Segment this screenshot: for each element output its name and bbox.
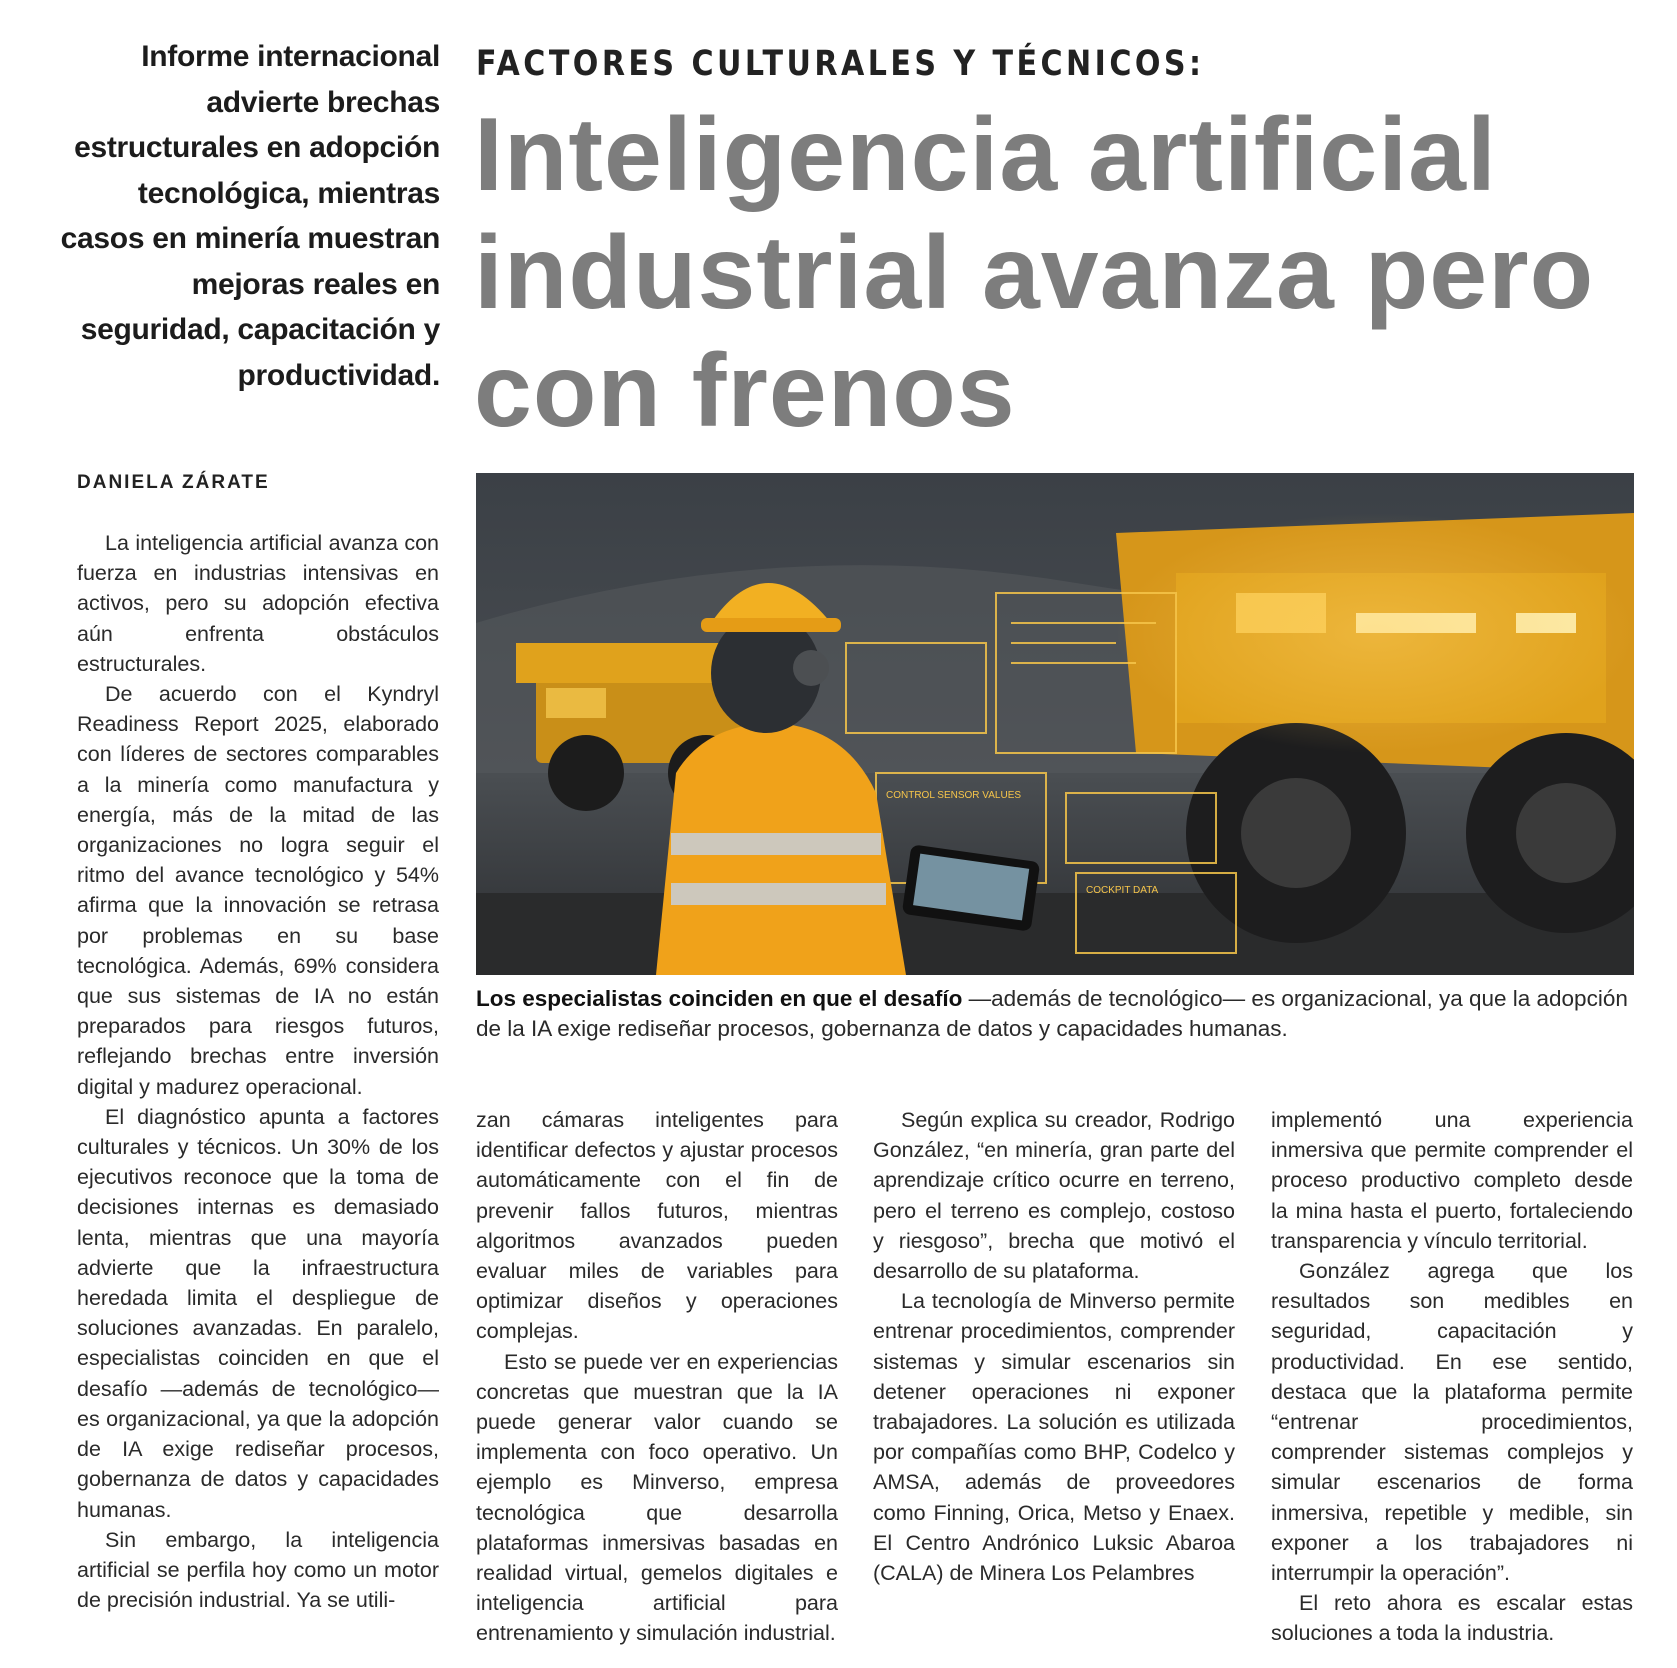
- paragraph: Sin embargo, la inteligencia artificial se perfila hoy como un motor de precisión industrial. Ya se utili-: [77, 1527, 439, 1613]
- section-kicker: FACTORES CULTURALES Y TÉCNICOS:: [476, 44, 1205, 84]
- caption-bold: Los especialistas coinciden en que el desafío: [476, 986, 963, 1011]
- paragraph: zan cámaras inteligentes para identificar defectos y ajustar procesos automáticamente con el fin de prevenir fallos futuros, mientras algoritmos avanzados pueden evaluar miles de variables para optimizar diseños y operaciones complejas.: [476, 1108, 838, 1344]
- hud-label-1: CONTROL SENSOR VALUES: [886, 790, 1022, 801]
- article-column-3: [873, 1105, 1235, 1588]
- paragraph: González agrega que los resultados son medibles en seguridad, capacitación y productividad. En ese sentido, destaca que la plataforma permite “entrenar procedimientos, comprender sistemas complejos y simular escenarios de forma inmersiva, repetible y medible, sin exponer a los trabajadores ni interrumpir la operación”.: [1271, 1259, 1633, 1586]
- lead-summary: Informe internacional advierte brechas estructurales en adopción tecnológica, mientras casos en minería muestran mejoras reales en seguridad, capacitación y productividad.: [60, 40, 440, 392]
- author-byline: DANIELA ZÁRATE: [77, 472, 270, 493]
- paragraph: La inteligencia artificial avanza con fuerza en industrias intensivas en activos, pero su adopción efectiva aún enfrenta obstáculos estructurales.: [77, 531, 439, 676]
- paragraph: El reto ahora es escalar estas soluciones a toda la industria.: [1271, 1591, 1633, 1646]
- article-column-2: [476, 1105, 838, 1649]
- article-column-4: [1271, 1105, 1633, 1649]
- mining-worker-illustration: [476, 473, 1634, 975]
- ground: [476, 893, 1634, 975]
- paragraph: La tecnología de Minverso permite entrenar procedimientos, comprender sistemas y simular escenarios sin detener operaciones ni exponer trabajadores. La solución es utilizada por compañías como BHP, Codelco y AMSA, además de proveedores como Finning, Orica, Metso y Enaex. El Centro Andrónico Luksic Abaroa (CALA) de Minera Los Pelambres: [873, 1289, 1235, 1586]
- paragraph: Según explica su creador, Rodrigo González, “en minería, gran parte del aprendizaje crítico ocurre en terreno, pero el terreno es complejo, costoso y riesgoso”, brecha que motivó el desarrollo de su plataforma.: [873, 1108, 1235, 1284]
- photo-caption: [476, 984, 1636, 1044]
- caption-text: —además de tecnológico— es organizacional, ya que la adopción de la IA exige rediseñar procesos, gobernanza de datos y capacidades humanas.: [476, 986, 1628, 1041]
- article-column-1: [77, 528, 439, 1615]
- paragraph: Esto se puede ver en experiencias concretas que muestran que la IA puede generar valor cuando se implementa con foco operativo. Un ejemplo es Minverso, empresa tecnológica que desarrolla plataformas inmersivas basadas en realidad virtual, gemelos digitales e inteligencia artificial para entrenamiento y simulación industrial.: [476, 1349, 838, 1646]
- paragraph: De acuerdo con el Kyndryl Readiness Report 2025, elaborado con líderes de sectores comparables a la minería como manufactura y energía, más de la mitad de las organizaciones no logra seguir el ritmo del avance tecnológico y 54% afirma que la innovación se retrasa por problemas en su base tecnológica. Además, 69% considera que sus sistemas de IA no están preparados para riesgos futuros, reflejando brechas entre inversión digital y madurez operacional.: [77, 682, 439, 1099]
- paragraph: El diagnóstico apunta a factores culturales y técnicos. Un 30% de los ejecutivos reconoce que la toma de decisiones internas es demasiado lenta, mientras que una mayoría advierte que la infraestructura heredada limita el despliegue de soluciones avanzadas. En paralelo, especialistas coinciden en que el desafío —además de tecnológico— es organizacional, ya que la adopción de IA exige rediseñar procesos, gobernanza de datos y capacidades humanas.: [77, 1104, 439, 1522]
- hud-label-2: COCKPIT DATA: [1086, 885, 1159, 896]
- headline: Inteligencia artificial industrial avanza pero con frenos: [474, 97, 1595, 449]
- paragraph: implementó una experiencia inmersiva que permite comprender el proceso productivo completo desde la mina hasta el puerto, fortaleciendo transparencia y vínculo territorial.: [1271, 1108, 1633, 1253]
- article-photo: [476, 473, 1634, 975]
